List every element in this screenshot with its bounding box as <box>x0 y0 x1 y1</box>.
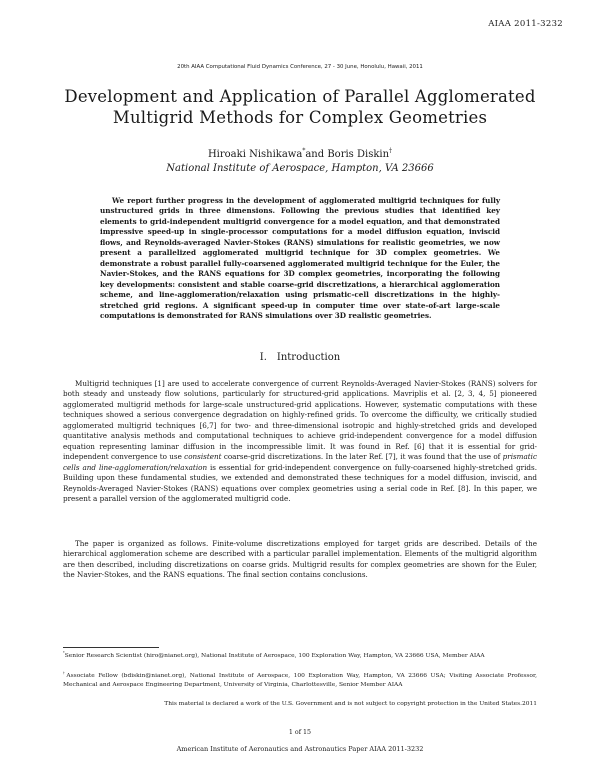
footnote-2 <box>63 672 537 689</box>
page-footer: American Institute of Aeronautics and Astronautics Paper AIAA 2011-3232 <box>176 745 424 753</box>
section-heading <box>0 352 600 363</box>
section-number: I. <box>259 352 267 363</box>
author-2: and Boris Diskin <box>305 149 390 160</box>
intro-p1-emphasis-consistent: consistent <box>184 452 222 462</box>
abstract: We report further progress in the development of agglomerated multigrid techniques for fully unstructured grids in three dimensions. Following the previous studies that identified key elements to grid-independent multigrid convergence for a model equation, and that demonstrated impressive speed-up in single-processor computations for a model diffusion equation, inviscid flows, and Reynolds-averaged Navier-Stokes (RANS) simulations for realistic geometries, we now present a parallelized agglomerated multigrid technique for 3D complex geometries. We demonstrate a robust parallel fully-coarsened agglomerated multigrid technique for the Euler, the Navier-Stokes, and the RANS equations for 3D complex geometries, incorporating the following key developments: consistent and stable coarse-grid discretizations, a hierarchical agglomeration scheme, and line-agglomeration/relaxation using prismatic-cell discretizations in the highly-stretched grid regions. A significant speed-up in computer time over state-of-art large-scale computations is demonstrated for RANS simulations over 3D realistic geometries. <box>100 196 500 320</box>
author-1-footnote-mark: * <box>302 147 306 155</box>
intro-p1-part2: coarse-grid discretizations. In the later Ref. [7], it was found that the use of <box>221 452 503 462</box>
intro-p1-part1: Multigrid techniques [1] are used to accelerate convergence of current Reynolds-Averaged Navier-Stokes (RANS) solvers for both steady and unsteady flow solutions, particularly for structured-grid applications. Mavriplis et al. [2, 3, 4, 5] pioneered agglomerated multigrid methods for large-scale unstructured-grid applications. However, systematic computations with these techniques showed a serious convergence degradation on highly-refined grids. To overcome the difficulty, we critically studied agglomerated multigrid techniques [6,7] for two- and three-dimensional isotropic and highly-stretched grids and developed quantitative analysis methods and computational techniques to achieve grid-independent convergence for a model diffusion equation representing laminar diffusion in the incompressible limit. It was found in Ref. [6] that it is essential for grid-independent convergence to use <box>63 379 537 462</box>
section-title: Introduction <box>276 352 341 363</box>
intro-p1-part3: is essential for grid-independent convergence on fully-coarsened highly-stretched grids. Building upon these fundamental studies, we extended and demonstrated these techniques for a model diffusion, inviscid, and Reynolds-Averaged Navier-Stokes (RANS) equations over complex geometries using a serial code in Ref. [8]. In this paper, we present a parallel version of the agglomerated multigrid code. <box>63 462 537 503</box>
affiliation: National Institute of Aerospace, Hampton, VA 23666 <box>166 163 434 174</box>
author-line <box>0 149 600 160</box>
aiaa-paper-number: AIAA 2011-3232 <box>488 19 563 29</box>
copyright-notice: This material is declared a work of the U.S. Government and is not subject to copyright protection in the United States.2011 <box>164 701 537 707</box>
footnote-2-text: Associate Fellow (bdiskin@nianet.org), National Institute of Aerospace, 100 Exploration Way, Hampton, VA 23666 USA; Visiting Associate Professor, Mechanical and Aerospace Engineering Department, University of Virginia, Charlottesville, Senior Member AIAA <box>63 673 537 688</box>
footnote-1-mark: * <box>63 651 65 656</box>
footnote-rule <box>63 647 159 648</box>
paper-title: Development and Application of Parallel Agglomerated Multigrid Methods for Complex Geometries <box>64 87 536 127</box>
author-1: Hiroaki Nishikawa <box>207 149 303 160</box>
conference-line: 20th AIAA Computational Fluid Dynamics Conference, 27 - 30 June, Honolulu, Hawaii, 2011 <box>177 64 423 70</box>
intro-p1-emphasis-prismatic: prismatic cells and line-agglomeration/relaxation <box>63 452 537 472</box>
author-2-footnote-mark: † <box>389 147 393 155</box>
intro-paragraph-2: The paper is organized as follows. Finite-volume discretizations employed for target grids are described. Details of the hierarchical agglomeration scheme are described with a particular parallel implementation. Elements of the multigrid algorithm are then described, including discretizations on coarse grids. Multigrid results for complex geometries are shown for the Euler, the Navier-Stokes, and the RANS equations. The final section contains conclusions. <box>63 539 537 580</box>
footnote-1-text: Senior Research Scientist (hiro@nianet.org), National Institute of Aerospace, 100 Exploration Way, Hampton, VA 23666 USA, Member AIAA <box>64 653 485 659</box>
intro-paragraph-1 <box>63 379 537 504</box>
page-number: 1 of 15 <box>288 729 312 736</box>
footnote-1 <box>63 652 537 661</box>
footnote-2-mark: † <box>63 671 67 676</box>
